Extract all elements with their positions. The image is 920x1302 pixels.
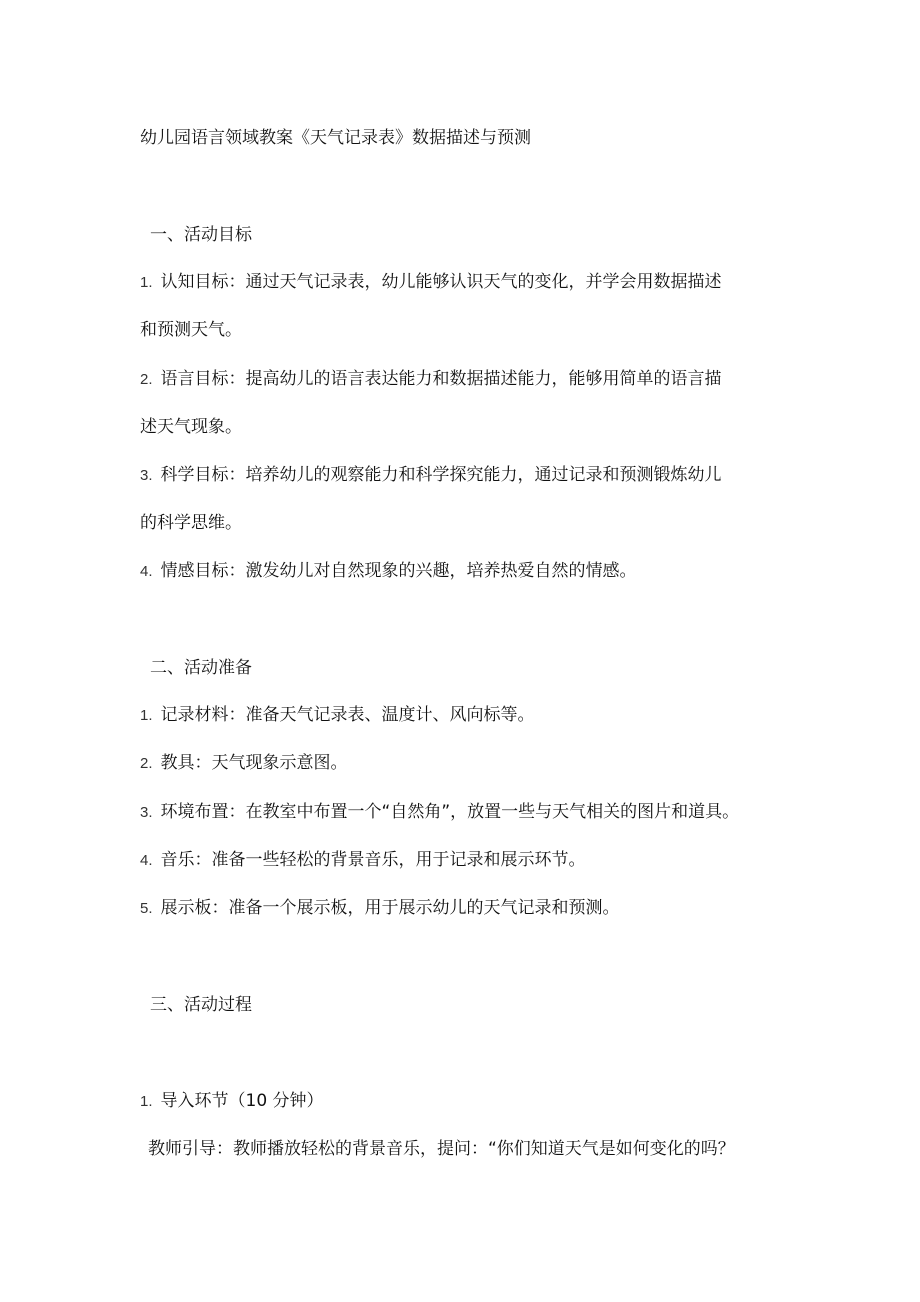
item-text: 展示板：准备一个展示板，用于展示幼儿的天气记录和预测。 [160,898,620,918]
item-number: 3. [140,804,153,821]
item-number: 2. [140,755,153,772]
item-text: 教具：天气现象示意图。 [160,753,348,773]
item-number: 1. [140,1093,153,1110]
section-heading-process: 三、活动过程 [150,995,252,1015]
item-continuation: 述天气现象。 [140,417,242,437]
document-title: 幼儿园语言领域教案《天气记录表》数据描述与预测 [140,128,531,148]
item-text: 科学目标：培养幼儿的观察能力和科学探究能力，通过记录和预测锻炼幼儿 [160,465,722,485]
item-text: 记录材料：准备天气记录表、温度计、风向标等。 [160,705,535,725]
list-item [140,463,800,488]
list-item [140,1089,800,1114]
item-number: 4. [140,852,153,869]
paragraph-teacher-guidance: 教师引导：教师播放轻松的背景音乐，提问：“你们知道天气是如何变化的吗？ [148,1139,735,1159]
item-number: 1. [140,707,153,724]
list-item [140,896,800,921]
item-text: 情感目标：激发幼儿对自然现象的兴趣，培养热爱自然的情感。 [160,561,637,581]
item-number: 4. [140,563,153,580]
item-text: 认知目标：通过天气记录表，幼儿能够认识天气的变化，并学会用数据描述 [160,272,722,292]
item-number: 1. [140,274,153,291]
item-text: 音乐：准备一些轻松的背景音乐，用于记录和展示环节。 [160,850,586,870]
list-item [140,703,800,728]
item-number: 3. [140,467,153,484]
list-item [140,848,800,873]
list-item [140,367,800,392]
list-item [140,751,800,776]
item-number: 5. [140,900,153,917]
list-item [140,559,800,584]
item-text: 导入环节（10 分钟） [160,1091,324,1111]
section-heading-preparation: 二、活动准备 [150,658,252,678]
item-continuation: 和预测天气。 [140,320,242,340]
item-continuation: 的科学思维。 [140,513,242,533]
item-number: 2. [140,371,153,388]
list-item [140,800,800,825]
section-heading-objectives: 一、活动目标 [150,225,252,245]
item-text: 语言目标：提高幼儿的语言表达能力和数据描述能力，能够用简单的语言描 [160,369,722,389]
list-item [140,270,800,295]
item-text: 环境布置：在教室中布置一个“自然角”，放置一些与天气相关的图片和道具。 [160,802,740,822]
